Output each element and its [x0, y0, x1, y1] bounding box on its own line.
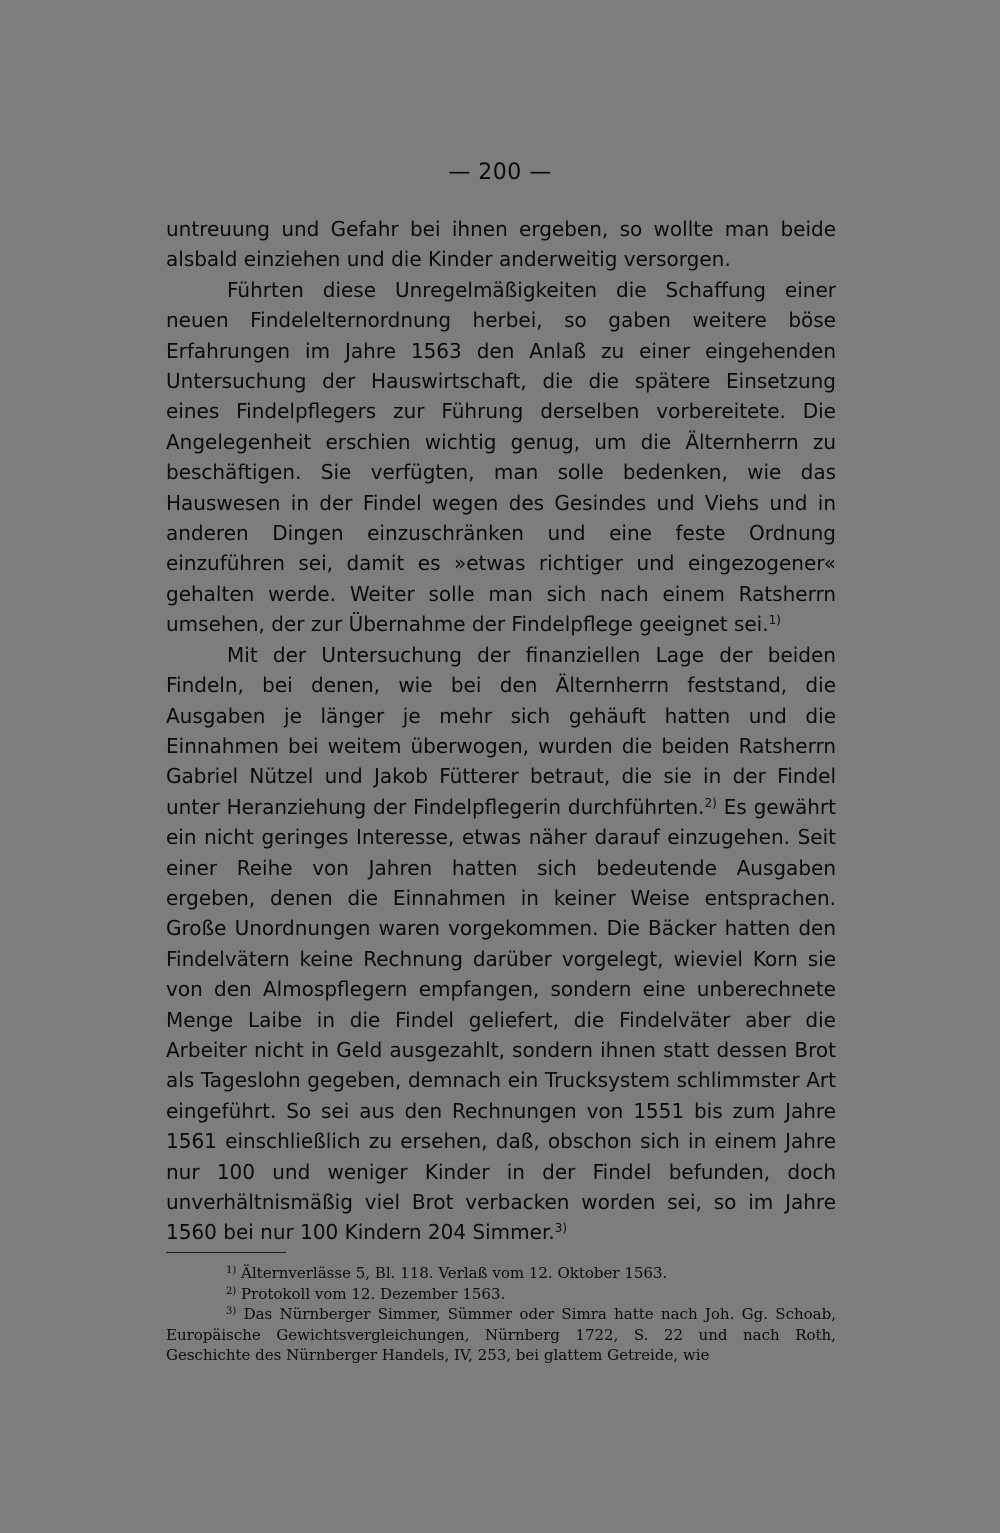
footnote-ref-2: 2)	[704, 795, 717, 810]
footnote-mark: 2)	[226, 1285, 237, 1297]
footnote-3	[166, 1304, 836, 1366]
footnote-2	[166, 1284, 836, 1305]
footnote-rule	[166, 1252, 286, 1253]
footnote-mark: 1)	[226, 1265, 237, 1276]
footnote-text: Das Nürnberger Simmer, Sümmer oder Simra hatte nach Joh. Gg. Schoab, Europäische Gewichtsvergleichungen, Nürnberg 1722, S. 22 und nach Roth, Geschichte des Nürnberger Handels, IV, 253, bei glattem Getreide, wie	[166, 1305, 836, 1364]
paragraph-3-text-b: Es gewährt ein nicht geringes Interesse, etwas näher darauf einzugehen. Seit einer Reihe von Jahren hatten sich bedeutende Ausgaben ergeben, denen die Einnahmen in keiner Weise entsprachen. Große Unordnungen waren vorgekommen. Die Bäcker hatten den Findelvätern keine Rechnung darüber vorgelegt, wieviel Korn sie von den Almospflegern empfangen, sondern eine unberechnete Menge Laibe in die Findel geliefert, die Findelväter aber die Arbeiter nicht in Geld ausgezahlt, sondern ihnen statt dessen Brot als Tageslohn gegeben, demnach ein Trucksystem schlimmster Art eingeführt. So sei aus den Rechnungen von 1551 bis zum Jahre 1561 einschließlich zu ersehen, daß, obschon sich in einem Jahre nur 100 und weniger Kinder in der Findel befunden, doch unverhältnismäßig viel Brot verbacken worden sei, so im Jahre 1560 bei nur 100 Kindern 204 Simmer.	[166, 794, 836, 1245]
footnotes	[166, 1263, 836, 1366]
paragraph-2-text: Führten diese Unregelmäßigkeiten die Schaffung einer neuen Findelelternordnung herbei, so gaben weitere böse Erfahrungen im Jahre 1563 den Anlaß zu einer eingehenden Untersuchung der Hauswirtschaft, die die spätere Einsetzung eines Findelpflegers zur Führung derselben vorbereitete. Die Angelegenheit erschien wichtig genug, um die Älternherrn zu beschäftigen. Sie verfügten, man solle bedenken, wie das Hauswesen in der Findel wegen des Gesindes und Viehs und in anderen Dingen einzuschränken und eine feste Ordnung einzuführen sei, damit es »etwas richtiger und eingezogener« gehalten werde. Weiter solle man sich nach einem Ratsherrn umsehen, der zur Übernahme der Findelpflege geeignet sei.	[166, 277, 836, 637]
footnote-ref-1: 1)	[768, 613, 781, 628]
footnote-text: Protokoll vom 12. Dezember 1563.	[241, 1284, 506, 1303]
paragraph-1: untreuung und Gefahr bei ihnen ergeben, so wollte man beide alsbald einziehen und die Kinder anderweitig versorgen.	[166, 217, 836, 272]
footnote-1	[166, 1263, 836, 1284]
paragraph-3	[166, 640, 836, 1248]
paragraph-3-text-a: Mit der Untersuchung der finanziellen Lage der beiden Findeln, bei denen, wie bei den Älternherrn feststand, die Ausgaben je länger je mehr sich gehäuft hatten und die Einnahmen bei weitem überwogen, wurden die beiden Ratsherrn Gabriel Nützel und Jakob Fütterer betraut, die sie in der Findel unter Heranziehung der Findelpflegerin durchführten.	[166, 642, 836, 819]
footnote-ref-3: 3)	[554, 1221, 568, 1236]
body-text	[166, 214, 836, 1248]
footnote-mark: 3)	[226, 1306, 237, 1317]
page-number: — 200 —	[448, 160, 552, 185]
paragraph-2	[166, 275, 836, 640]
footnote-text: Älternverlässe 5, Bl. 118. Verlaß vom 12. Oktober 1563.	[241, 1264, 668, 1282]
